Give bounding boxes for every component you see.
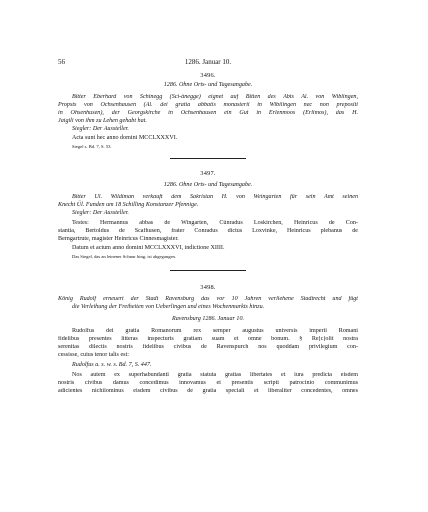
dating-3496: Acta sunt hec anno domini MCCLXXXVI. (72, 135, 178, 141)
sealer-3496: Siegler: Der Aussteller. (72, 126, 129, 132)
separator-rule (170, 270, 246, 271)
summary-line: die Verleihung der Freiheiten von Ueberlingen und eines Wochenmarkts hinzu. (72, 304, 265, 310)
document-number-3497: 3497. (200, 170, 216, 177)
sealer-3497: Siegler: Der Aussteller. (72, 210, 129, 216)
summary-line: Bitter Ul. Wildiman verkauft dem Sakristan H. von Weingarten für sein Amt seinen (72, 194, 358, 200)
summary-line: Knecht Ül. Funden um 18 Schilling Konstanzer Pfennige. (58, 202, 199, 208)
dating-3497: Datum et actum anno domini MCCLXXXVI, indictione XIIII. (72, 245, 225, 251)
charter-text-line: fidelibus presentes litteras inspecturis gratiam suam et omne bonum. § Re[c]olit nostra (58, 336, 358, 342)
summary-line: König Rudolf erneuert der Stadt Ravensburg das vor 10 Jahren verliehene Stadtrecht und fügt (58, 296, 358, 302)
note-3497: Das Siegel, das an leinener Schnur hing, ist abgegangen. (72, 254, 176, 259)
running-title: 1286. Januar 10. (184, 58, 232, 66)
reference-3498: Rudolfus a. s. w. s. Bd. 7, S. 447. (72, 362, 152, 368)
charter-text-line: adicientes nichilominus eisdem civibus de gratia speciali et liberaliter concedentes, omnes (58, 388, 358, 394)
dateline-3498: Ravensburg 1286. Januar 10. (171, 316, 245, 322)
charter-text-line: serenitas dilectis nostris fidelibus civibus de Ravenspurch nos quoddam privilegium con- (58, 344, 358, 350)
document-number-3496: 3496. (200, 72, 216, 79)
charter-text-line: Rudolfus dei gratia Romanorum rex semper augustus universis imperii Romani (72, 328, 358, 334)
charter-text-line: nostris civibus damus concedimus innovamus et presentis scripti patrocinio communimus (58, 380, 358, 386)
summary-line: Bitter Eberhard von Schinegg (Sci-ânegge) eignet auf Bitten des Abts Al. von Wiblingen, (72, 94, 358, 100)
witness-line: stantia, Bertoldus de Scafhusen, frater Conradus dictus Loxvinke, Heinricus plebanus de (58, 228, 358, 234)
summary-line: in Ohsenhusen), der Georgskirche in Ochsenhausen ein Gut in Erlenmoos (Erlimos), das H. (58, 110, 358, 116)
page-number: 56 (58, 58, 65, 66)
note-3496: Siegel s. Bd. 7, S. 53. (72, 144, 112, 149)
summary-line: Jaigili von ihm zu Lehen gehabt hat. (58, 118, 147, 124)
charter-text-line: cessisse, cuius tenor talis est: (58, 352, 129, 358)
witness-line: Berngartrute, magister Heinricus Cinnesmagister. (58, 236, 179, 242)
separator-rule (170, 158, 246, 159)
witness-line: Testes: Hermannus abbas de Wingarten, Cûnradus Loskirchen, Heinricus de Con- (72, 220, 358, 226)
dateline-3497: 1286. Ohne Orts- und Tagesangabe. (163, 182, 253, 188)
dateline-3496: 1286. Ohne Orts- und Tagesangabe. (163, 82, 253, 88)
summary-line: Propsts von Ochsenhausen (Al. dei gratia abbatis monasterii in Wibilingen nec non prepositi (58, 102, 358, 108)
document-number-3498: 3498. (200, 284, 216, 291)
charter-text-line: Nos autem ex superhabundanti gratia statuta gratias libertates et iura predicta eisdem (72, 372, 358, 378)
